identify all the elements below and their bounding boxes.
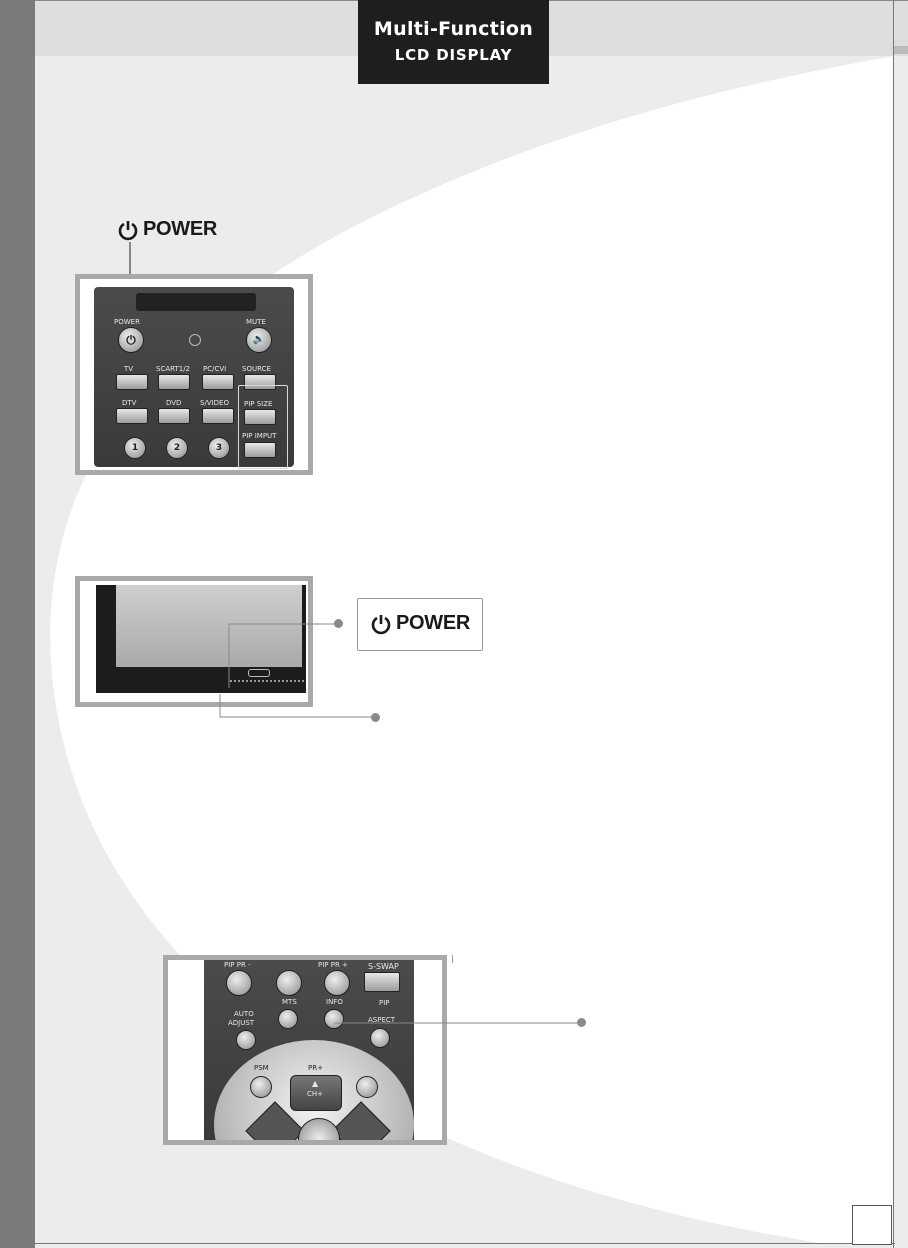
- power-label-text: POWER: [143, 218, 218, 240]
- dtv-button-label: DTV: [122, 399, 137, 407]
- psm-button[interactable]: [250, 1076, 272, 1098]
- mts-label: MTS: [282, 998, 297, 1006]
- power-button[interactable]: ⏻: [118, 327, 144, 353]
- mts-button[interactable]: [278, 1009, 298, 1029]
- section-header-tab: [358, 0, 549, 84]
- indicator-led: [189, 334, 201, 346]
- scart-button[interactable]: [158, 374, 190, 390]
- aspect-button[interactable]: [370, 1028, 390, 1048]
- remote-top-photo: [75, 274, 313, 475]
- power-icon: [370, 613, 392, 635]
- dtv-button[interactable]: [116, 408, 148, 424]
- pr-plus-label: PR+: [308, 1064, 323, 1072]
- auto-adjust-label-2: ADJUST: [228, 1019, 255, 1027]
- aspect-label: ASPECT: [368, 1016, 396, 1024]
- tv-button[interactable]: [116, 374, 148, 390]
- tv-button-label: TV: [124, 365, 134, 373]
- right-border: [893, 0, 894, 1248]
- svideo-button[interactable]: [202, 408, 234, 424]
- info-label: INFO: [326, 998, 343, 1006]
- number-1-button[interactable]: 1: [124, 437, 146, 459]
- s-swap-label: S-SWAP: [368, 962, 399, 971]
- pip-input-button-label: PIP IMPUT: [242, 432, 277, 440]
- svideo-button-label: S/VIDEO: [200, 399, 229, 407]
- page-number-box: [852, 1205, 892, 1245]
- callout-dot-lower: [371, 713, 380, 722]
- power-callout-box: [357, 598, 483, 651]
- remote-bottom-photo: [163, 955, 447, 1145]
- up-arrow-icon: ▲: [312, 1079, 319, 1088]
- unlabeled-round-button-right[interactable]: [356, 1076, 378, 1098]
- pc-cvi-button-label: PC/CVI: [203, 365, 227, 373]
- pip-pr-plus-button[interactable]: [324, 970, 350, 996]
- pip-size-button[interactable]: [244, 409, 276, 425]
- callout-dot-power: [334, 619, 343, 628]
- psm-label: PSM: [254, 1064, 269, 1072]
- bottom-border: [35, 1243, 895, 1244]
- pip-input-button[interactable]: [244, 442, 276, 458]
- callout-dot-info: [577, 1018, 586, 1027]
- scart-button-label: SCART1/2: [156, 365, 191, 373]
- pip-pr-minus-button[interactable]: [226, 970, 252, 996]
- number-2-button[interactable]: 2: [166, 437, 188, 459]
- power-label-top: [117, 218, 217, 241]
- power-callout-label: [370, 612, 470, 635]
- dvd-button-label: DVD: [166, 399, 182, 407]
- auto-adjust-label-1: AUTO: [234, 1010, 254, 1018]
- pip-pr-minus-label: PIP PR -: [224, 961, 251, 969]
- header-title-line1: Multi-Function: [373, 18, 534, 40]
- pip-pr-plus-label: PIP PR +: [318, 961, 348, 969]
- pip-size-button-label: PIP SIZE: [244, 400, 273, 408]
- remote-top-body: [94, 287, 294, 467]
- ir-window: [136, 293, 256, 311]
- mute-button[interactable]: 🔈: [246, 327, 272, 353]
- auto-adjust-button[interactable]: [236, 1030, 256, 1050]
- pc-cvi-button[interactable]: [202, 374, 234, 390]
- right-edge-tab: [894, 46, 908, 54]
- power-icon: [117, 219, 139, 241]
- source-button-label: SOURCE: [242, 365, 271, 373]
- s-swap-button[interactable]: [364, 972, 400, 992]
- pip-label: PIP: [379, 999, 390, 1007]
- photo-corner-tick: [452, 955, 453, 963]
- mute-button-label: MUTE: [246, 318, 266, 326]
- dvd-button[interactable]: [158, 408, 190, 424]
- power-callout-text: POWER: [396, 612, 471, 634]
- info-callout-line: [330, 1018, 590, 1030]
- power-button-label: POWER: [114, 318, 140, 326]
- remote-bottom-body: [204, 960, 414, 1140]
- unlabeled-round-button[interactable]: [276, 970, 302, 996]
- left-margin-bar: [0, 0, 35, 1248]
- ch-plus-button[interactable]: [290, 1075, 342, 1111]
- number-3-button[interactable]: 3: [208, 437, 230, 459]
- ch-plus-label: CH+: [307, 1090, 324, 1098]
- header-title-line2: LCD DISPLAY: [394, 46, 513, 64]
